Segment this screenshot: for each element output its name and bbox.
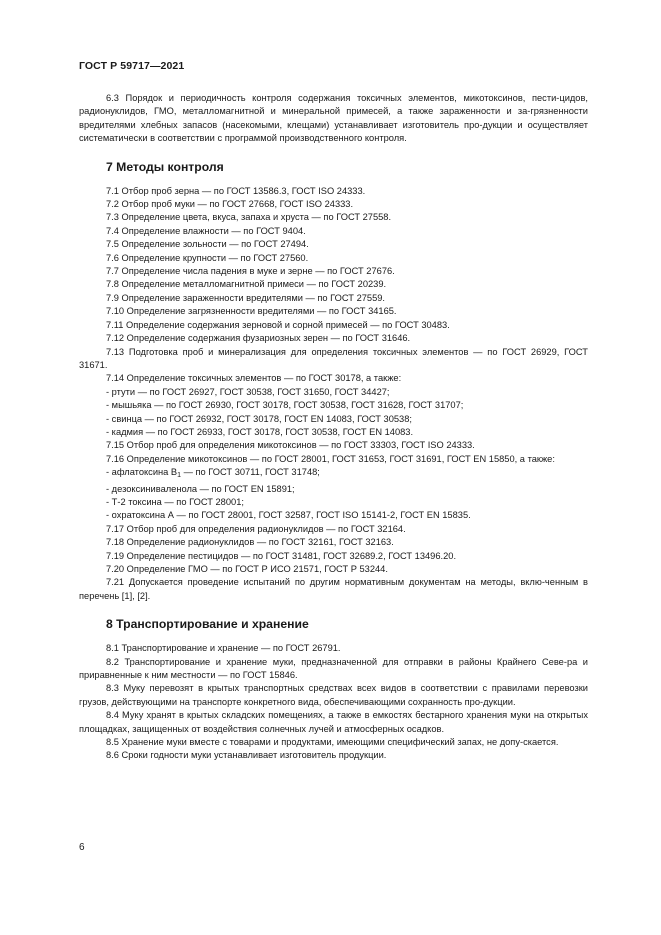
section-8-title: 8 Транспортирование и хранение bbox=[106, 617, 309, 632]
list-item: 7.20 Определение ГМО — по ГОСТ Р ИСО 21571, ГОСТ Р 53244. bbox=[106, 564, 388, 574]
aflatoxin-subscript: 1 bbox=[177, 472, 182, 480]
sub-list-item: - ртути — по ГОСТ 26927, ГОСТ 30538, ГОСТ 31650, ГОСТ 34427; bbox=[106, 386, 390, 397]
sub-list-item: - дезоксиниваленола — по ГОСТ EN 15891; bbox=[106, 483, 295, 494]
page-content bbox=[79, 92, 588, 763]
paragraph-8-4: 8.4 Муку хранят в крытых складских помещениях, а также в емкостях бестарного хранения муки на открытых площадках, защищенных от воздействия солнечных лучей и атмосферных осадков. bbox=[79, 710, 588, 734]
sub-list-item: - охратоксина А — по ГОСТ 28001, ГОСТ 32587, ГОСТ ISO 15141-2, ГОСТ EN 15835. bbox=[106, 510, 471, 521]
document-header: ГОСТ Р 59717—2021 bbox=[79, 60, 185, 72]
sub-list-item: - кадмия — по ГОСТ 26933, ГОСТ 30178, ГОСТ 30538, ГОСТ EN 14083. bbox=[106, 426, 414, 437]
paragraph-8-5: 8.5 Хранение муки вместе с товарами и продуктами, имеющими специфический запах, не допу-скается. bbox=[106, 737, 559, 748]
list-item: 7.18 Определение радионуклидов — по ГОСТ 32161, ГОСТ 32163. bbox=[106, 537, 394, 548]
aflatoxin-suffix: — по ГОСТ 30711, ГОСТ 31748; bbox=[181, 467, 320, 478]
list-item: 7.2 Отбор проб муки — по ГОСТ 27668, ГОСТ ISO 24333. bbox=[106, 199, 354, 210]
list-item: 7.12 Определение содержания фузариозных зерен — по ГОСТ 31646. bbox=[106, 333, 411, 344]
list-item: 7.6 Определение крупности — по ГОСТ 27560. bbox=[106, 252, 309, 263]
sub-list-item-aflatoxin bbox=[79, 466, 588, 482]
list-item: 7.11 Определение содержания зерновой и сорной примесей — по ГОСТ 30483. bbox=[106, 319, 450, 330]
list-item: 7.9 Определение зараженности вредителями — по ГОСТ 27559. bbox=[106, 292, 386, 303]
list-item: 7.3 Определение цвета, вкуса, запаха и хруста — по ГОСТ 27558. bbox=[106, 212, 392, 223]
list-item: 7.8 Определение металломагнитной примеси — по ГОСТ 20239. bbox=[106, 279, 387, 290]
list-item: 7.10 Определение загрязненности вредителями — по ГОСТ 34165. bbox=[106, 306, 397, 317]
list-item: 7.21 Допускается проведение испытаний по другим нормативным документам на методы, вклю-ченным в перечень [1], [2]. bbox=[79, 577, 588, 601]
list-item: 7.13 Подготовка проб и минерализация для определения токсичных элементов — по ГОСТ 26929, ГОСТ 31671. bbox=[79, 346, 588, 370]
sub-list-item: - свинца — по ГОСТ 26932, ГОСТ 30178, ГОСТ EN 14083, ГОСТ 30538; bbox=[106, 413, 412, 424]
paragraph-8-3: 8.3 Муку перевозят в крытых транспортных средствах всех видов в соответствии с правилами перевозки грузов, действующими на транспорте конкретного вида, обеспечивающими сохранность про-дукции. bbox=[79, 683, 588, 707]
list-item: 7.15 Отбор проб для определения микотоксинов — по ГОСТ 33303, ГОСТ ISO 24333. bbox=[106, 440, 475, 451]
page-number: 6 bbox=[79, 842, 85, 853]
paragraph-8-6: 8.6 Сроки годности муки устанавливает изготовитель продукции. bbox=[106, 750, 387, 761]
paragraph-8-1: 8.1 Транспортирование и хранение — по ГОСТ 26791. bbox=[106, 643, 341, 654]
paragraph-8-2: 8.2 Транспортирование и хранение муки, предназначенной для отправки в районы Крайнего Севе-ра и приравненные к ним местности — по ГОСТ 15846. bbox=[79, 656, 588, 681]
list-item: 7.14 Определение токсичных элементов — по ГОСТ 30178, а также: bbox=[106, 373, 402, 384]
section-7-title: 7 Методы контроля bbox=[106, 159, 224, 174]
list-item: 7.7 Определение числа падения в муке и зерне — по ГОСТ 27676. bbox=[106, 266, 395, 277]
list-item: 7.17 Отбор проб для определения радионуклидов — по ГОСТ 32164. bbox=[106, 523, 406, 534]
list-item: 7.16 Определение микотоксинов — по ГОСТ 28001, ГОСТ 31653, ГОСТ 31691, ГОСТ EN 15850, а также: bbox=[106, 453, 555, 464]
sub-list-item: - Т-2 токсина — по ГОСТ 28001; bbox=[106, 496, 244, 507]
list-item: 7.4 Определение влажности — по ГОСТ 9404. bbox=[106, 225, 306, 236]
paragraph-6-3: 6.3 Порядок и периодичность контроля содержания токсичных элементов, микотоксинов, пести-цидов, радионуклидов, ГМО, металломагнитной и минеральной примесей, а также зараженности и за-грязненности вредителями хлебных запасов (насекомыми, клещами) устанавливает изготовитель про-дукции и осуществляет систематически в соответствии с программой производственного контроля. bbox=[79, 93, 588, 144]
sub-list-item: - мышьяка — по ГОСТ 26930, ГОСТ 30178, ГОСТ 30538, ГОСТ 31628, ГОСТ 31707; bbox=[106, 400, 464, 411]
aflatoxin-prefix: - афлатоксина В bbox=[106, 467, 178, 478]
list-item: 7.5 Определение зольности — по ГОСТ 27494. bbox=[106, 239, 309, 250]
list-item: 7.19 Определение пестицидов — по ГОСТ 31481, ГОСТ 32689.2, ГОСТ 13496.20. bbox=[106, 550, 457, 561]
list-item: 7.1 Отбор проб зерна — по ГОСТ 13586.3, ГОСТ ISO 24333. bbox=[106, 185, 366, 196]
